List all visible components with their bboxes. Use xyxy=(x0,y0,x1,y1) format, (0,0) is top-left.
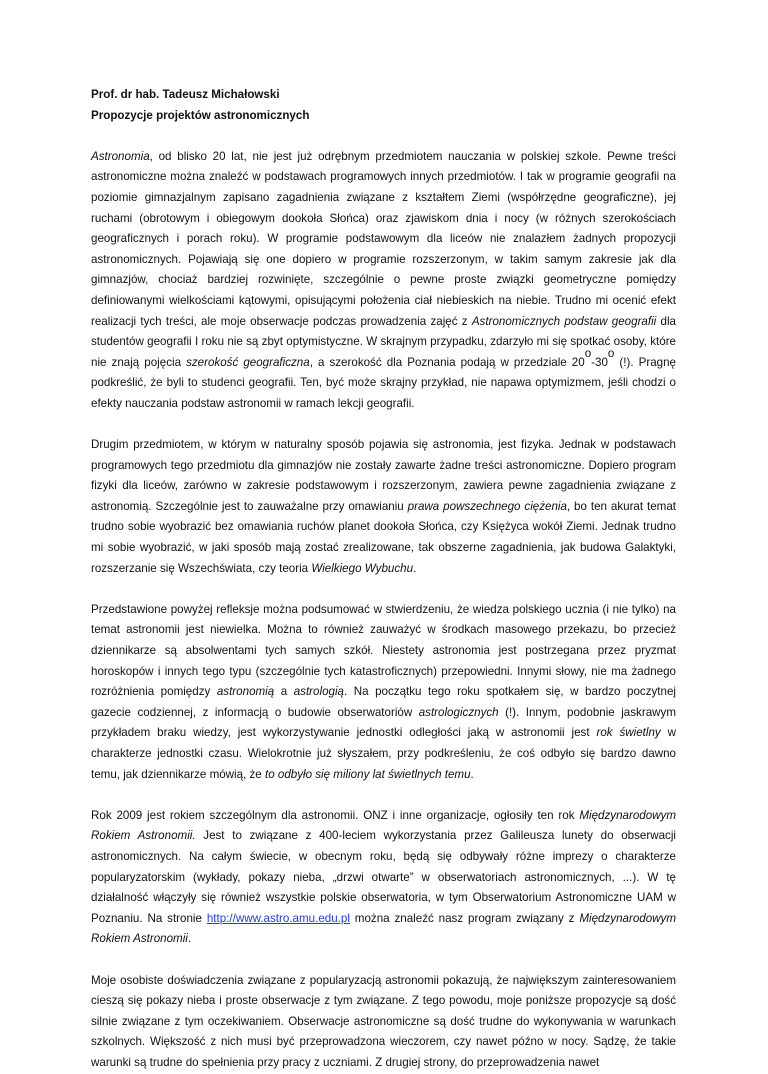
body-text: -30 xyxy=(591,355,608,369)
body-text: Rok 2009 jest rokiem szczególnym dla astronomii. ONZ i inne organizacje, ogłosiły ten rok xyxy=(91,808,580,822)
emphasis-text: Wielkiego Wybuchu xyxy=(311,561,414,575)
emphasis-text: Międzynarodowym Rokiem Astronomii xyxy=(91,911,676,946)
body-text: a xyxy=(274,685,294,699)
emphasis-text: astrologicznych xyxy=(418,705,499,719)
body-text: Moje osobiste doświadczenia związane z popularyzacją astronomii pokazują, że największym zainteresowaniem cieszą się pokazy nieba i proste obserwacje z tym związane. Z tego powodu, moje poniższe propozycje są dość silnie związane z tym oczekiwaniem. Obserwacje astronomiczne są dość trudne do wykonywania w warunkach szkolnych. Większość z nich musi być przeprowadzona wieczorem, czy nawet późno w nocy. Sądzę, że takie warunki są trudne do spełnienia przy pracy z uczniami. Z drugiej strony, do przeprowadzenia nawet xyxy=(91,973,676,1069)
emphasis-text: astrologią xyxy=(293,685,344,699)
degree-sign: o xyxy=(584,347,592,361)
author-name: Prof. dr hab. Tadeusz Michałowski xyxy=(91,88,280,101)
emphasis-text: astronomią xyxy=(216,685,275,699)
observatory-link[interactable]: http://www.astro.amu.edu.pl xyxy=(206,911,350,925)
emphasis-text: rok świetlny xyxy=(596,726,661,740)
body-text: . Na początku tego roku spotkałem się, w bardzo poczytnej gazecie codziennej, z informacją o budowie obserwatoriów xyxy=(91,685,677,719)
body-text: Drugim przedmiotem, w którym w naturalny sposób pojawia się astronomia, jest fizyka. Jednak w podstawach programowych tego przedmiotu dla gimnazjów nie zostały zawarte żadne treści astronomiczne. Dopiero program fizyki dla liceów, zarówno w zakresie podstawowym i rozszerzonym, zawiera pewne zagadnienia związane z astronomią. Szczególnie jest to zauważalne przy omawianiu xyxy=(91,438,676,513)
degree-sign: o xyxy=(607,347,615,361)
emphasis-text: to odbyło się miliony lat świetlnych temu xyxy=(264,767,471,781)
body-text: (!). Pragnę podkreślić, że byli to studenci geografii. Ten, być może skrajny przykład, nie napawa optymizmem, jeśli chodzi o efekty nauczania podstaw astronomii w ramach lekcji geografii. xyxy=(91,355,677,410)
emphasis-text: Międzynarodowym Rokiem Astronomii. xyxy=(91,808,676,843)
emphasis-text: Astronomia xyxy=(91,149,150,163)
body-text: . xyxy=(187,932,192,946)
body-text: (!). Innym, podobnie jaskrawym przykładem braku wiedzy, jest wykorzystywanie jednostki odległości jaką w astronomii jest xyxy=(91,705,676,740)
body-text: . xyxy=(413,561,417,575)
body-text: , a szerokość dla Poznania podają w przedziale 20 xyxy=(309,355,585,369)
body-text: dla studentów geografii I roku nie są zbyt optymistyczne. W skrajnym przypadku, zdarzyło mi się spotkać osoby, które nie znają pojęcia xyxy=(91,314,676,369)
paragraph-3 xyxy=(91,600,676,785)
body-text: , od blisko 20 lat, nie jest już odrębnym przedmiotem nauczania w polskiej szkole. Pewne treści astronomiczne można znaleźć w podstawach programowych innych przedmiotów. I tak w programie geografii na poziomie gimnazjalnym zapisano zagadnienia związane z kształtem Ziemi (współrzędne geograficzne), jej ruchami (obrotowym i obiegowym dookoła Słońca) oraz zjawiskom dnia i nocy (w różnych szerokościach geograficznych i porach roku). W programie podstawowym dla liceów nie znalazłem żadnych propozycji astronomicznych. Pojawiają się one dopiero w programie rozszerzonym, w takim samym zakresie jak dla gimnazjów, chociaż bardziej rozwinięte, szczególnie o pewne proste związki geometryczne pomiędzy definiowanymi wielkościami kątowymi, opisującymi położenia ciał niebieskich na niebie. Trudno mi ocenić efekt realizacji tych treści, ale moje obserwacje podczas prowadzenia zajęć z xyxy=(91,149,676,328)
body-text: Jest to związane z 400-leciem wykorzystania przez Galileusza lunety do obserwacji astronomicznych. Na całym świecie, w obecnym roku, będą się odbywały różne imprezy o charakterze popularyzatorskim (wykłady, pokazy nieba, „drzwi otwarte” w obserwatoriach astronomicznych, ...). W tę działalność włączyły się również wszystkie polskie obserwatoria, w tym Obserwatorium Astronomiczne UAM w Poznaniu. Na stronie xyxy=(91,829,676,925)
body-text: Przedstawione powyżej refleksje można podsumować w stwierdzeniu, że wiedza polskiego ucznia (i nie tylko) na temat astronomii jest niewielka. Można to również zauważyć w środkach masowego przekazu, bo przecież dziennikarze są absolwentami tych samych szkół. Niestety astronomia jest postrzegana przez pryzmat horoskopów i innych tego typu (szczególnie tych katastroficznych) przepowiedni. Innymi słowy, nie ma żadnego rozróżnienia pomiędzy xyxy=(91,602,676,699)
emphasis-text: prawa powszechnego ciężenia xyxy=(407,499,567,513)
emphasis-text: Astronomicznych podstaw geografii xyxy=(471,314,657,328)
body-text: . xyxy=(470,767,474,781)
paragraph-1 xyxy=(91,147,676,415)
paragraph-5 xyxy=(91,971,676,1074)
paragraph-4 xyxy=(91,806,676,950)
body-text: , bo ten akurat temat trudno sobie wyobrazić bez omawiania ruchów planet dookoła Słońca, czy Księżyca wokół Ziemi. Jednak trudno mi sobie wyobrazić, w jaki sposób mają zostać zrealizowane, tak obszerne zagadnienia, jak budowa Galaktyki, rozszerzanie się Wszechświata, czy teoria xyxy=(91,499,676,575)
body-text: można znaleźć nasz program związany z xyxy=(349,911,580,925)
emphasis-text: szerokość geograficzna xyxy=(186,355,310,369)
paragraph-2 xyxy=(91,435,676,579)
document-title: Propozycje projektów astronomicznych xyxy=(91,108,310,122)
body-text: w charakterze jednostki czasu. Wielokrotnie już słyszałem, przy podkreśleniu, że coś odbyło się bardzo dawno temu, jak dziennikarze mówią, że xyxy=(91,726,677,781)
